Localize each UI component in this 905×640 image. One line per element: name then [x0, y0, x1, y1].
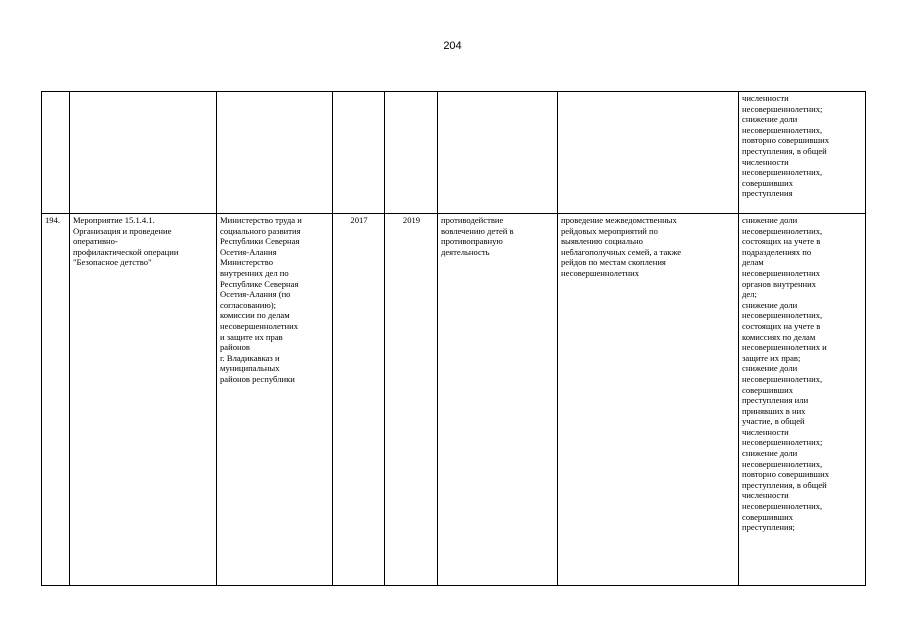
content-cell [558, 92, 739, 214]
executors-cell: Министерство труда и социального развития Республики Северная Осетия-Алания Министерство внутренних дел по Республике Северная Осетия-Алания (по согласованию); комиссии по делам несовершеннолетних и защите их прав районов г. Владикавказ и муниципальных районов республики [217, 214, 333, 586]
row-number-cell: 194. [42, 214, 70, 586]
table-row [42, 214, 866, 586]
goal-cell [438, 92, 558, 214]
event-cell: Мероприятие 15.1.4.1. Организация и проведение оперативно- профилактической операции "Безопасное детство" [70, 214, 217, 586]
goal-cell: противодействие вовлечению детей в противоправную деятельность [438, 214, 558, 586]
result-cell: численности несовершеннолетних; снижение доли несовершеннолетних, повторно совершивших преступления, в общей численности несовершеннолетних, совершивших преступления [739, 92, 866, 214]
event-cell [70, 92, 217, 214]
start-year-cell [333, 92, 385, 214]
executors-cell [217, 92, 333, 214]
row-number-cell [42, 92, 70, 214]
program-table [41, 91, 866, 586]
result-cell: снижение доли несовершеннолетних, состоящих на учете в подразделениях по делам несовершеннолетних органов внутренних дел; снижение доли несовершеннолетних, состоящих на учете в комиссиях по делам несовершеннолетних и защите их прав; снижение доли несовершеннолетних, совершивших преступления или принявших в них участие, в общей численности несовершеннолетних; снижение доли несовершеннолетних, повторно совершивших преступления, в общей численности несовершеннолетних, совершивших преступления; [739, 214, 866, 586]
content-cell: проведение межведомственных рейдовых мероприятий по выявлению социально неблагополучных семей, а также рейдов по местам скопления несовершеннолетних [558, 214, 739, 586]
start-year-cell: 2017 [333, 214, 385, 586]
table-row [42, 92, 866, 214]
page-number: 204 [443, 40, 462, 52]
end-year-cell: 2019 [385, 214, 438, 586]
end-year-cell [385, 92, 438, 214]
